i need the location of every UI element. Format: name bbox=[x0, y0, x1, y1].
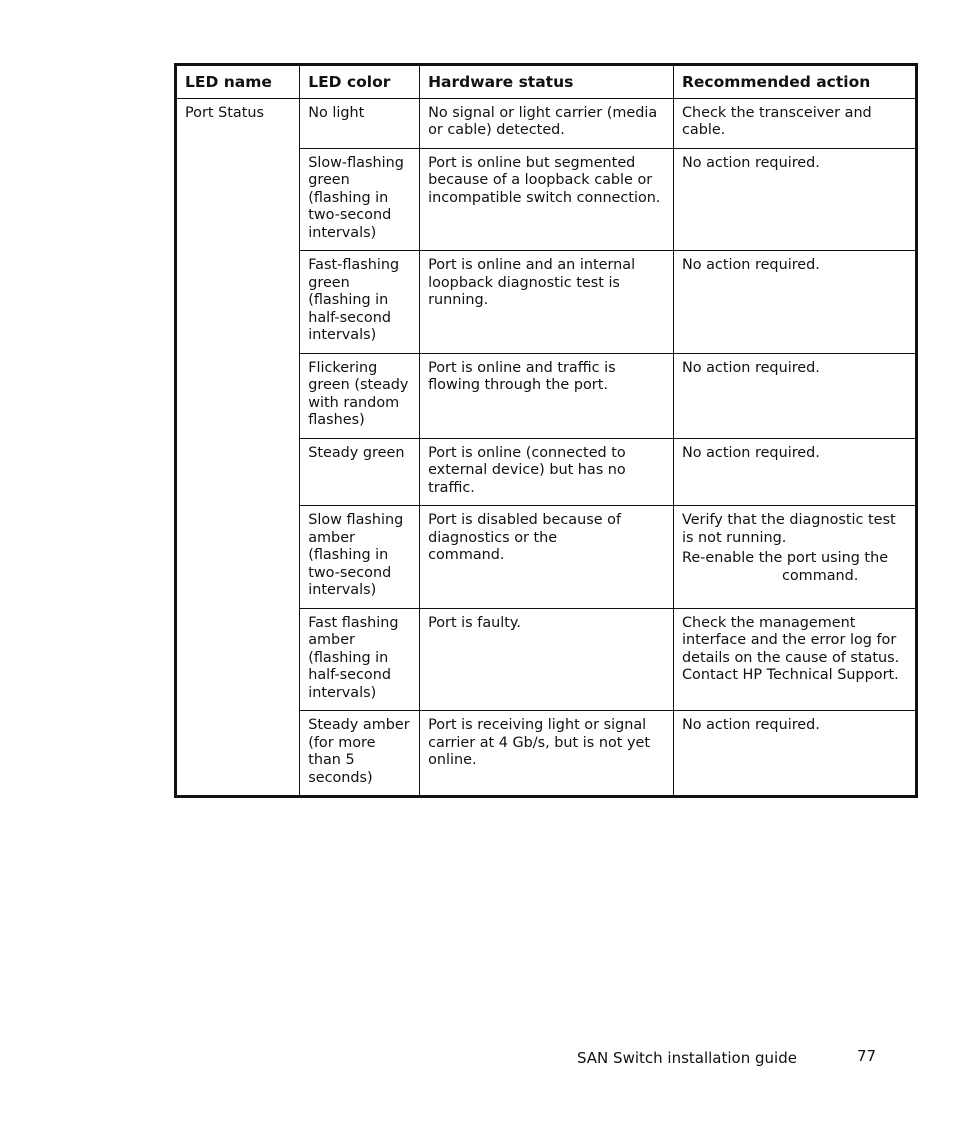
hardware-status-cell: Port is online but segmented because of a loopback cable or incompatible switch connection. bbox=[420, 148, 674, 251]
recommended-action-cell bbox=[673, 148, 916, 251]
table-row bbox=[176, 98, 917, 148]
action-text: Check the management interface and the error log for details on the cause of status. Contact HP Technical Support. bbox=[681, 614, 900, 683]
led-color-cell: No light bbox=[300, 98, 420, 148]
recommended-action-cell bbox=[673, 251, 916, 354]
led-name-cell: Port Status bbox=[176, 98, 300, 797]
recommended-action-cell bbox=[673, 506, 916, 609]
led-color-cell: Flickering green (steady with random flashes) bbox=[300, 353, 420, 438]
led-color-cell: Steady green bbox=[300, 438, 420, 506]
led-color-cell: Fast flashing amber (flashing in half-second intervals) bbox=[300, 608, 420, 711]
recommended-action-cell bbox=[673, 711, 916, 797]
hardware-status-cell bbox=[420, 506, 674, 609]
table-header-row bbox=[176, 65, 917, 99]
header-recommended-action: Recommended action bbox=[673, 65, 916, 99]
hardware-status-cell: No signal or light carrier (media or cable) detected. bbox=[420, 98, 674, 148]
recommended-action-cell bbox=[673, 353, 916, 438]
hardware-status-cell: Port is receiving light or signal carrier at 4 Gb/s, but is not yet online. bbox=[420, 711, 674, 797]
action-trailing-text: command. bbox=[781, 567, 859, 584]
status-line: diagnostics or the bbox=[428, 529, 558, 546]
action-text: No action required. bbox=[681, 359, 820, 376]
led-color-cell: Slow-flashing green (flashing in two-second intervals) bbox=[300, 148, 420, 251]
header-led-name: LED name bbox=[176, 65, 300, 99]
recommended-action-cell bbox=[673, 438, 916, 506]
led-color-cell: Fast-flashing green (flashing in half-second intervals) bbox=[300, 251, 420, 354]
action-text: Check the transceiver and cable. bbox=[681, 104, 872, 138]
action-text: No action required. bbox=[681, 717, 820, 733]
action-text: No action required. bbox=[681, 154, 820, 171]
status-line: command. bbox=[428, 547, 505, 563]
footer-page-number: 77 bbox=[857, 1047, 877, 1065]
action-text: No action required. bbox=[681, 257, 820, 273]
hardware-status-cell: Port is online and traffic is flowing through the port. bbox=[420, 353, 674, 438]
recommended-action-cell bbox=[673, 608, 916, 711]
hardware-status-cell: Port is online and an internal loopback diagnostic test is running. bbox=[420, 251, 674, 354]
footer-document-title: SAN Switch installation guide bbox=[577, 1049, 797, 1067]
led-color-cell: Steady amber (for more than 5 seconds) bbox=[300, 711, 420, 797]
status-line: Port is disabled because of bbox=[428, 512, 622, 528]
action-text: No action required. bbox=[681, 444, 820, 461]
header-led-color: LED color bbox=[300, 65, 420, 99]
header-hardware-status: Hardware status bbox=[420, 65, 674, 99]
recommended-action-cell bbox=[673, 98, 916, 148]
action-text: Re-enable the port using the bbox=[681, 550, 889, 566]
led-color-cell: Slow flashing amber (flashing in two-second intervals) bbox=[300, 506, 420, 609]
hardware-status-cell: Port is faulty. bbox=[420, 608, 674, 711]
action-text: Verify that the diagnostic test is not running. bbox=[681, 512, 896, 546]
led-status-table bbox=[174, 63, 918, 798]
hardware-status-cell: Port is online (connected to external device) but has no traffic. bbox=[420, 438, 674, 506]
